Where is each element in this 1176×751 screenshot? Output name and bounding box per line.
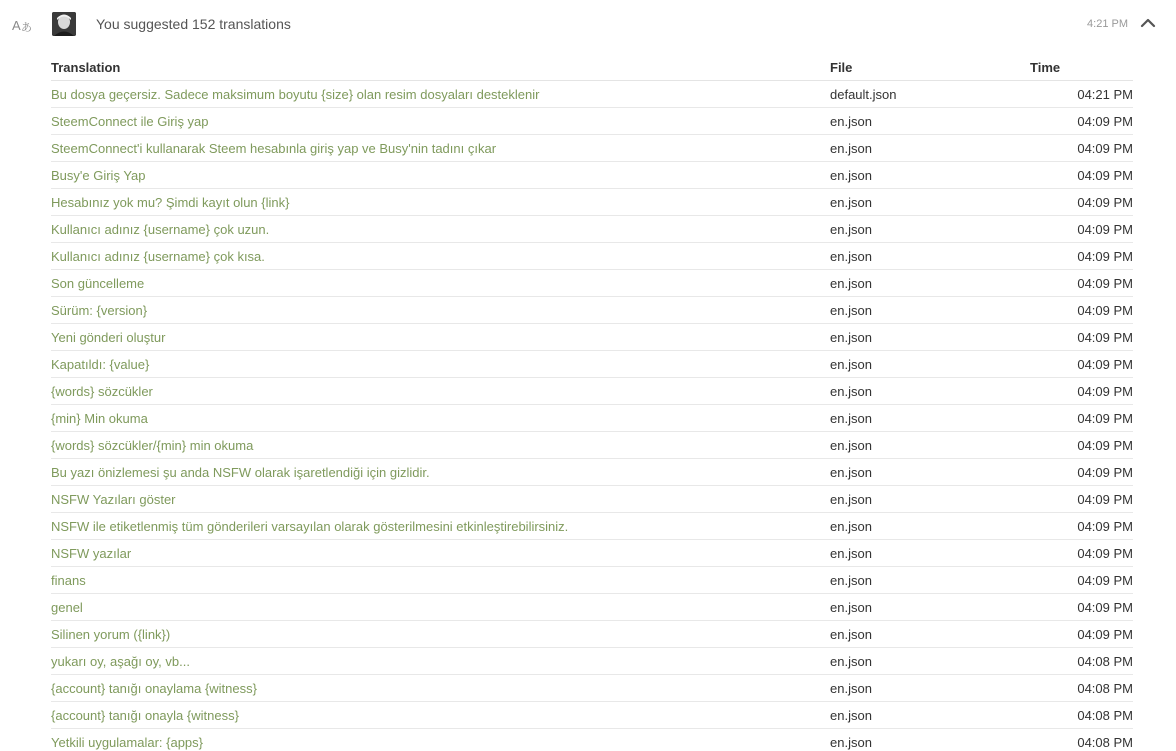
file-cell: default.json (830, 81, 1030, 108)
translation-link[interactable]: Yetkili uygulamalar: {apps} (51, 734, 204, 750)
translation-cell (51, 135, 830, 162)
translation-link[interactable]: NSFW Yazıları göster (51, 491, 176, 507)
time-cell: 04:09 PM (1030, 567, 1133, 594)
translation-cell (51, 621, 830, 648)
time-cell: 04:09 PM (1030, 135, 1133, 162)
translation-link[interactable]: Silinen yorum ({link}) (51, 626, 171, 642)
translation-link[interactable]: {account} tanığı onayla {witness} (51, 707, 239, 723)
translation-link[interactable]: Hesabınız yok mu? Şimdi kayıt olun {link} (51, 194, 290, 210)
table-row (51, 486, 1133, 513)
file-cell: en.json (830, 459, 1030, 486)
file-cell: en.json (830, 729, 1030, 751)
time-cell: 04:08 PM (1030, 702, 1133, 729)
file-cell: en.json (830, 594, 1030, 621)
time-cell: 04:09 PM (1030, 270, 1133, 297)
table-row (51, 324, 1133, 351)
table-row (51, 432, 1133, 459)
table-row (51, 675, 1133, 702)
translations-table (51, 54, 1133, 751)
file-cell: en.json (830, 243, 1030, 270)
column-header-file: File (830, 54, 1030, 81)
translation-cell (51, 378, 830, 405)
translation-cell (51, 243, 830, 270)
table-row (51, 243, 1133, 270)
translation-link[interactable]: Yeni gönderi oluştur (51, 329, 166, 345)
translation-cell (51, 189, 830, 216)
file-cell: en.json (830, 297, 1030, 324)
translation-cell (51, 216, 830, 243)
translation-cell (51, 405, 830, 432)
time-cell: 04:09 PM (1030, 351, 1133, 378)
column-header-time: Time (1030, 54, 1133, 81)
translation-cell (51, 432, 830, 459)
translation-link[interactable]: finans (51, 572, 86, 588)
translation-link[interactable]: {words} sözcükler (51, 383, 153, 399)
translate-icon (12, 16, 34, 34)
table-row (51, 216, 1133, 243)
activity-summary: You suggested 152 translations (96, 16, 291, 32)
file-cell: en.json (830, 702, 1030, 729)
translation-link[interactable]: yukarı oy, aşağı oy, vb... (51, 653, 190, 669)
table-row (51, 108, 1133, 135)
table-row (51, 594, 1133, 621)
translation-cell (51, 513, 830, 540)
translation-cell (51, 81, 830, 108)
translation-cell (51, 594, 830, 621)
table-header-row (51, 54, 1133, 81)
time-cell: 04:09 PM (1030, 621, 1133, 648)
table-row (51, 513, 1133, 540)
translation-link[interactable]: {min} Min okuma (51, 410, 148, 426)
time-cell: 04:09 PM (1030, 324, 1133, 351)
column-header-translation: Translation (51, 54, 830, 81)
time-cell: 04:09 PM (1030, 594, 1133, 621)
translation-link[interactable]: Kullanıcı adınız {username} çok uzun. (51, 221, 270, 237)
time-cell: 04:09 PM (1030, 513, 1133, 540)
table-row (51, 378, 1133, 405)
translation-link[interactable]: NSFW ile etiketlenmiş tüm gönderileri varsayılan olarak gösterilmesini etkinleştirebilirsiniz. (51, 518, 569, 534)
table-row (51, 540, 1133, 567)
file-cell: en.json (830, 135, 1030, 162)
time-cell: 04:08 PM (1030, 675, 1133, 702)
translation-cell (51, 324, 830, 351)
translation-cell (51, 351, 830, 378)
time-cell: 04:09 PM (1030, 378, 1133, 405)
table-row (51, 297, 1133, 324)
file-cell: en.json (830, 324, 1030, 351)
translation-cell (51, 459, 830, 486)
table-row (51, 621, 1133, 648)
time-cell: 04:08 PM (1030, 648, 1133, 675)
chevron-up-icon[interactable] (1139, 15, 1157, 31)
time-cell: 04:09 PM (1030, 459, 1133, 486)
translation-link[interactable]: Bu dosya geçersiz. Sadece maksimum boyutu {size} olan resim dosyaları desteklenir (51, 86, 540, 102)
file-cell: en.json (830, 648, 1030, 675)
time-cell: 04:09 PM (1030, 486, 1133, 513)
time-cell: 04:09 PM (1030, 243, 1133, 270)
activity-time: 4:21 PM (1087, 18, 1128, 30)
table-row (51, 648, 1133, 675)
translation-cell (51, 702, 830, 729)
table-row (51, 459, 1133, 486)
file-cell: en.json (830, 162, 1030, 189)
time-cell: 04:08 PM (1030, 729, 1133, 751)
svg-text:A: A (12, 18, 21, 33)
table-row (51, 729, 1133, 751)
table-row (51, 270, 1133, 297)
translation-cell (51, 540, 830, 567)
time-cell: 04:09 PM (1030, 432, 1133, 459)
table-row (51, 81, 1133, 108)
translation-link[interactable]: Busy'e Giriş Yap (51, 167, 146, 183)
file-cell: en.json (830, 378, 1030, 405)
file-cell: en.json (830, 675, 1030, 702)
translation-link[interactable]: SteemConnect'i kullanarak Steem hesabınla giriş yap ve Busy'nin tadını çıkar (51, 140, 497, 156)
time-cell: 04:09 PM (1030, 162, 1133, 189)
file-cell: en.json (830, 567, 1030, 594)
table-row (51, 702, 1133, 729)
translation-cell (51, 270, 830, 297)
time-cell: 04:09 PM (1030, 540, 1133, 567)
translation-cell (51, 108, 830, 135)
translation-link[interactable]: {account} tanığı onaylama {witness} (51, 680, 257, 696)
time-cell: 04:09 PM (1030, 405, 1133, 432)
table-row (51, 162, 1133, 189)
file-cell: en.json (830, 540, 1030, 567)
file-cell: en.json (830, 432, 1030, 459)
translation-link[interactable]: Bu yazı önizlemesi şu anda NSFW olarak işaretlendiği için gizlidir. (51, 464, 430, 480)
file-cell: en.json (830, 405, 1030, 432)
translation-cell (51, 675, 830, 702)
table-row (51, 189, 1133, 216)
time-cell: 04:09 PM (1030, 189, 1133, 216)
translation-cell (51, 162, 830, 189)
translation-link[interactable]: Son güncelleme (51, 275, 145, 291)
table-row (51, 567, 1133, 594)
translation-cell (51, 486, 830, 513)
translation-link[interactable]: {words} sözcükler/{min} min okuma (51, 437, 254, 453)
time-cell: 04:09 PM (1030, 297, 1133, 324)
svg-text:あ: あ (21, 21, 32, 34)
translation-cell (51, 729, 830, 751)
translation-link[interactable]: NSFW yazılar (51, 545, 132, 561)
translation-link[interactable]: Sürüm: {version} (51, 302, 148, 318)
translation-link[interactable]: Kullanıcı adınız {username} çok kısa. (51, 248, 265, 264)
file-cell: en.json (830, 189, 1030, 216)
file-cell: en.json (830, 108, 1030, 135)
translation-cell (51, 567, 830, 594)
translation-link[interactable]: SteemConnect ile Giriş yap (51, 113, 209, 129)
avatar[interactable] (52, 12, 76, 36)
time-cell: 04:09 PM (1030, 108, 1133, 135)
table-row (51, 405, 1133, 432)
translation-cell (51, 648, 830, 675)
file-cell: en.json (830, 513, 1030, 540)
file-cell: en.json (830, 270, 1030, 297)
table-row (51, 351, 1133, 378)
file-cell: en.json (830, 351, 1030, 378)
time-cell: 04:21 PM (1030, 81, 1133, 108)
file-cell: en.json (830, 621, 1030, 648)
file-cell: en.json (830, 486, 1030, 513)
translation-link[interactable]: Kapatıldı: {value} (51, 356, 150, 372)
translation-link[interactable]: genel (51, 599, 83, 615)
table-row (51, 135, 1133, 162)
time-cell: 04:09 PM (1030, 216, 1133, 243)
translation-cell (51, 297, 830, 324)
file-cell: en.json (830, 216, 1030, 243)
